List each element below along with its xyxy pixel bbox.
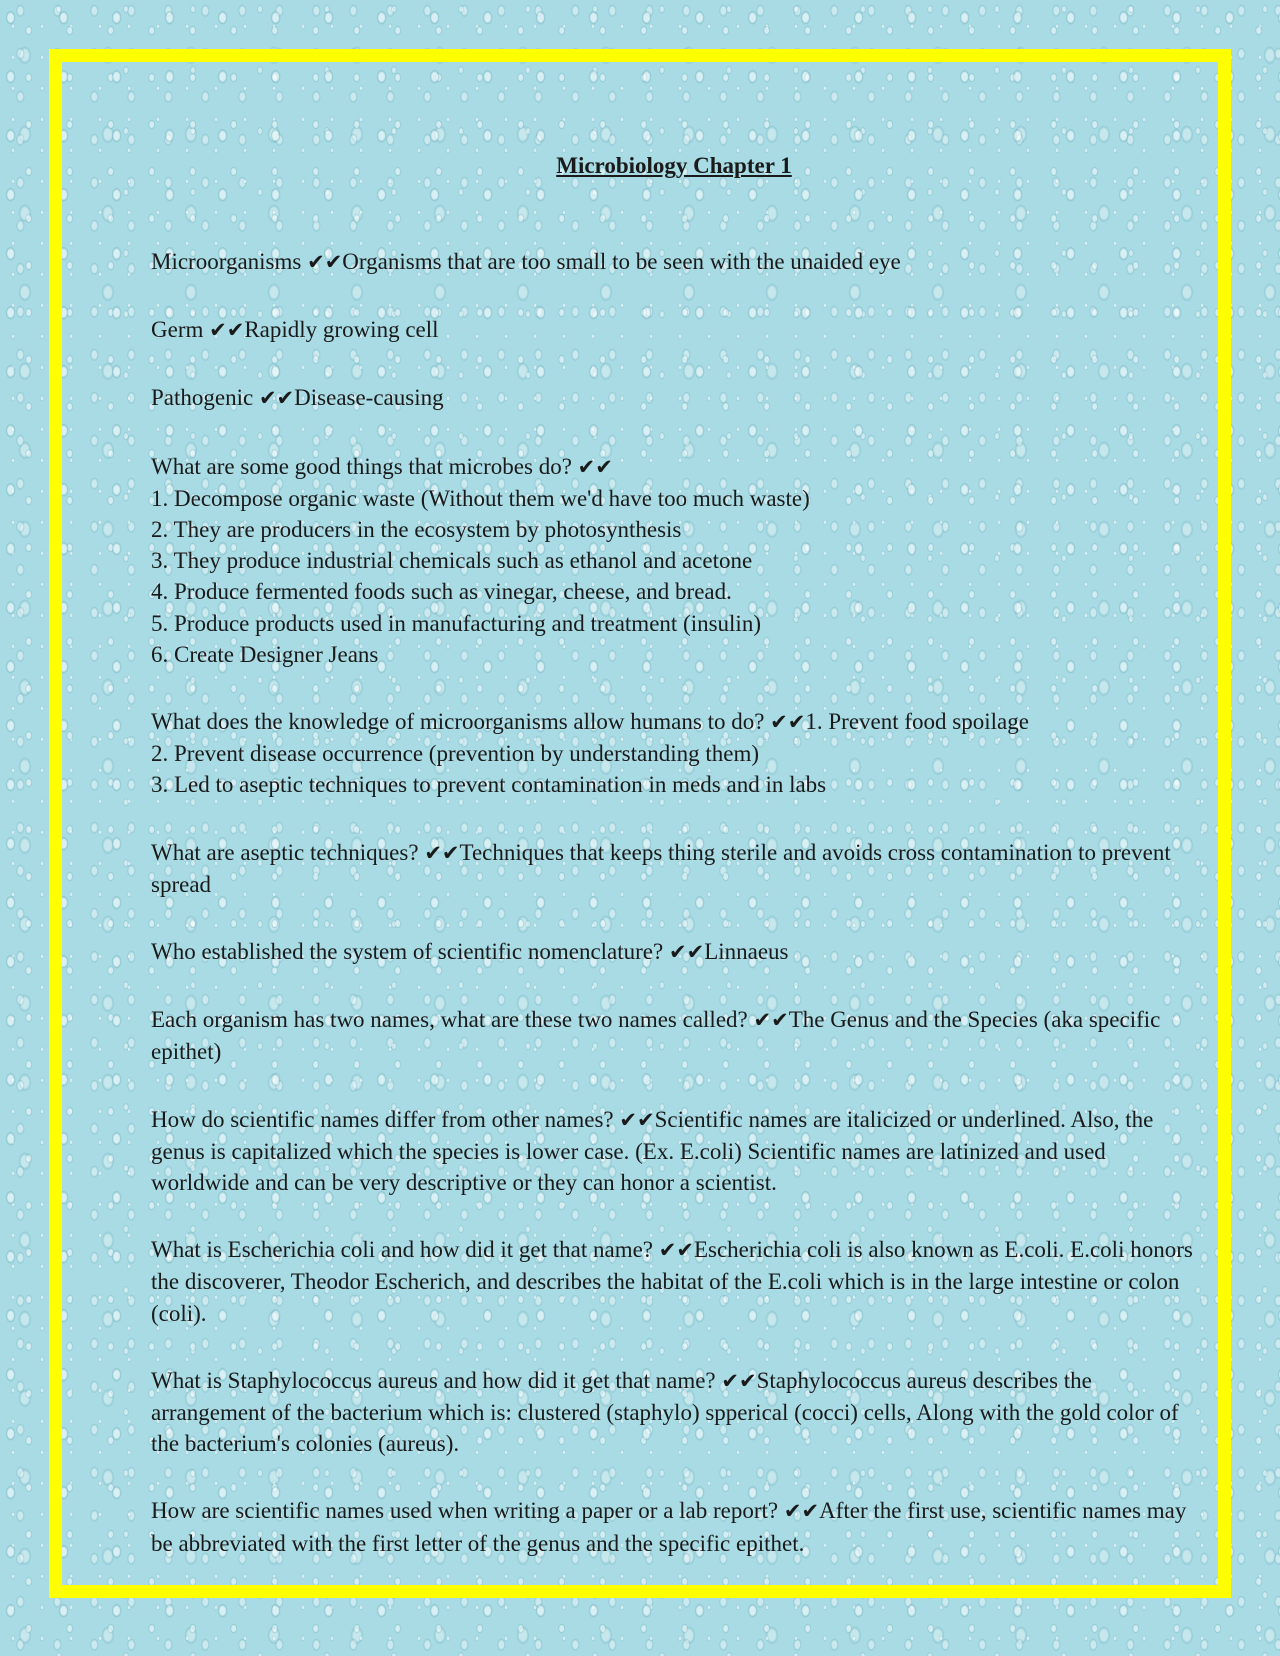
question-line xyxy=(151,706,1197,738)
term: What does the knowledge of microorganisms allow humans to do? xyxy=(151,709,771,735)
flashcard-entry xyxy=(151,1365,1197,1460)
flashcard-entry xyxy=(151,837,1197,900)
answer: Organisms that are too small to be seen with the unaided eye xyxy=(342,249,901,274)
term: How do scientific names differ from other names? xyxy=(151,1106,620,1132)
check-icon: ✔✔ xyxy=(783,1499,820,1524)
term: Each organism has two names, what are these two names called? xyxy=(151,1007,754,1033)
document-body xyxy=(151,148,1197,1595)
answer: Rapidly growing cell xyxy=(244,317,439,343)
answer: The Genus and the Species (aka specific epithet) xyxy=(151,1007,1161,1065)
check-icon: ✔✔ xyxy=(424,840,460,865)
term: Microorganisms xyxy=(151,249,308,274)
check-icon: ✔✔ xyxy=(619,1107,655,1132)
answer: Techniques that keeps thing sterile and avoids cross contamination to prevent spread xyxy=(151,839,1171,897)
answer-line: 1. Decompose organic waste (Without them we'd have too much waste) xyxy=(151,485,810,511)
check-icon: ✔✔ xyxy=(721,1368,757,1393)
flashcard-entry xyxy=(151,246,1197,278)
flashcard-entry xyxy=(151,706,1197,801)
flashcard-entry xyxy=(151,936,1197,968)
term: Pathogenic xyxy=(151,385,259,411)
term: Who established the system of scientific nomenclature? xyxy=(151,939,669,965)
answer: Scientific names are italicized or underlined. Also, the genus is capitalized which the species is lower case. (Ex. E.coli) Scientific names are latinized and used worldwide and can be very descriptive or they can honor a scientist. xyxy=(151,1106,1154,1196)
flashcard-entry xyxy=(151,1004,1197,1067)
check-icon: ✔✔ xyxy=(258,386,295,411)
term: What are aseptic techniques? xyxy=(151,839,425,865)
answer-line: 4. Produce fermented foods such as vinegar, cheese, and bread. xyxy=(151,579,732,605)
flashcard-entry xyxy=(151,1104,1197,1199)
term: What is Escherichia coli and how did it get that name? xyxy=(151,1237,659,1263)
question-line xyxy=(151,451,1197,483)
answer: Linnaeus xyxy=(704,939,789,965)
check-icon: ✔✔ xyxy=(753,1008,789,1033)
check-icon: ✔✔ xyxy=(209,318,245,343)
flashcard-entry xyxy=(151,1495,1197,1558)
flashcard-entry xyxy=(151,314,1197,346)
answer-line: 6. Create Designer Jeans xyxy=(151,641,379,667)
check-icon: ✔✔ xyxy=(307,250,343,274)
flashcard-entry xyxy=(151,1234,1197,1329)
answer-line: 2. They are producers in the ecosystem by photosynthesis xyxy=(151,517,682,543)
answer-line: 5. Produce products used in manufacturing and treatment (insulin) xyxy=(151,610,761,636)
check-icon: ✔✔ xyxy=(577,454,613,479)
answer-line: 2. Prevent disease occurrence (prevention by understanding them) xyxy=(151,741,760,767)
answer-line: 3. Led to aseptic techniques to prevent contamination in meds and in labs xyxy=(151,772,827,798)
document-title: Microbiology Chapter 1 xyxy=(556,153,792,178)
check-icon: ✔✔ xyxy=(658,1238,694,1263)
answer: Disease-causing xyxy=(294,385,444,411)
term: What are some good things that microbes do? xyxy=(151,453,578,479)
flashcard-entry xyxy=(151,451,1197,670)
answer: After the first use, scientific names may be abbreviated with the first letter of the genus and the specific epithet. xyxy=(151,1498,1187,1556)
flashcard-entry xyxy=(151,382,1197,414)
check-icon: ✔✔ xyxy=(770,710,806,735)
check-icon: ✔✔ xyxy=(668,940,705,965)
answer: Staphylococcus aureus describes the arrangement of the bacterium which is: clustered (staphylo) spperical (cocci) cells, Along with the gold color of the bacterium's colonies (aureus). xyxy=(151,1367,1179,1457)
answer: Escherichia coli is also known as E.coli. E.coli honors the discoverer, Theodor Escherich, and describes the habitat of the E.coli which is in the large intestine or colon (coli). xyxy=(151,1237,1193,1326)
term: What is Staphylococcus aureus and how did it get that name? xyxy=(151,1367,722,1393)
term: Germ xyxy=(151,317,210,343)
answer: 1. Prevent food spoilage xyxy=(805,709,1029,735)
answer-line: 3. They produce industrial chemicals such as ethanol and acetone xyxy=(151,548,753,574)
term: How are scientific names used when writing a paper or a lab report? xyxy=(151,1498,784,1524)
